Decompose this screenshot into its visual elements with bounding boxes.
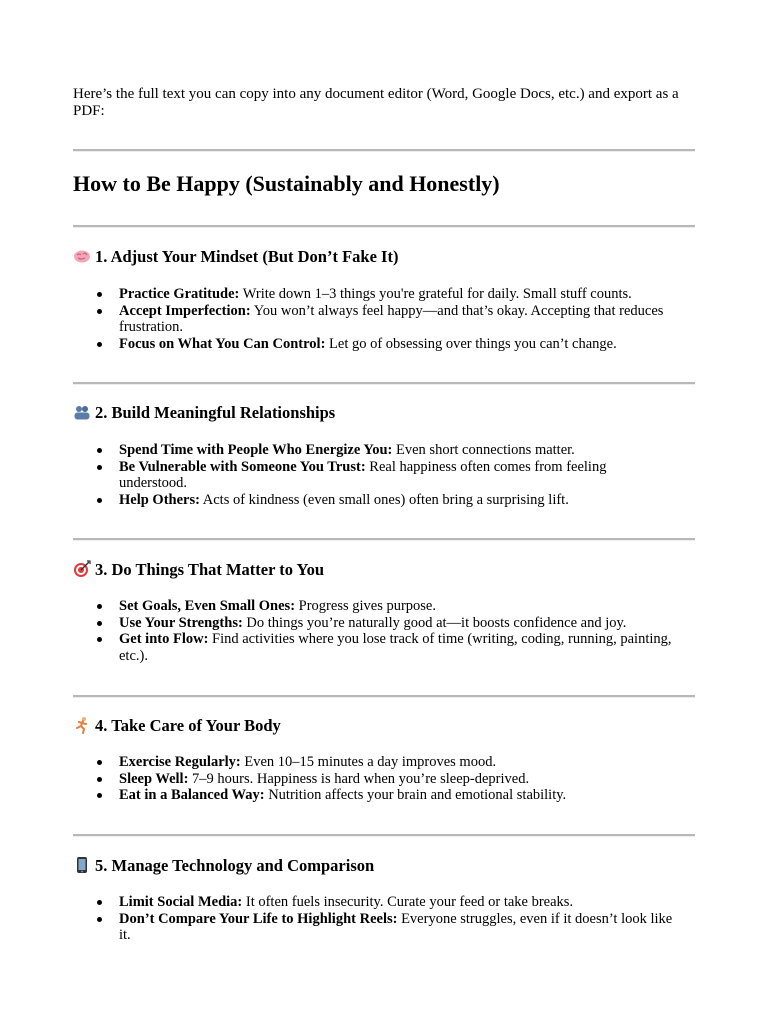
item-text: Write down 1–3 things you're grateful for daily. Small stuff counts.	[239, 286, 632, 302]
section-heading	[73, 246, 398, 268]
item-label: Limit Social Media:	[119, 894, 243, 910]
section-heading-text: 4. Take Care of Your Body	[95, 716, 281, 735]
divider	[73, 382, 695, 385]
item-text: Even short connections matter.	[392, 442, 575, 458]
item-text: Real happiness often comes from feeling understood.	[119, 458, 607, 491]
list-item	[96, 787, 676, 804]
divider	[73, 834, 695, 837]
bullet-list	[96, 286, 676, 352]
divider	[73, 695, 695, 698]
section-heading-text: 1. Adjust Your Mindset (But Don’t Fake It)	[95, 247, 399, 266]
divider	[73, 538, 695, 541]
list-item	[96, 771, 676, 788]
section-heading	[73, 855, 374, 877]
item-label: Eat in a Balanced Way:	[119, 787, 265, 803]
list-item	[96, 286, 676, 303]
list-item	[96, 492, 676, 509]
item-text: Everyone struggles, even if it doesn’t look like it.	[119, 910, 673, 943]
item-text: You won’t always feel happy—and that’s okay. Accepting that reduces frustration.	[119, 302, 664, 335]
item-text: 7–9 hours. Happiness is hard when you’re sleep-deprived.	[188, 770, 530, 787]
bullet-list	[96, 754, 676, 804]
item-label: Accept Imperfection:	[119, 302, 251, 319]
divider	[73, 225, 695, 228]
item-label: Spend Time with People Who Energize You:	[119, 442, 393, 458]
item-text: Even 10–15 minutes a day improves mood.	[240, 754, 497, 770]
list-item	[96, 631, 676, 664]
document-title: How to Be Happy (Sustainably and Honestly)	[73, 171, 500, 196]
list-item	[96, 598, 676, 615]
divider	[73, 149, 695, 152]
item-text: Do things you’re naturally good at—it boosts confidence and joy.	[242, 614, 627, 631]
section-heading	[73, 715, 281, 737]
item-label: Practice Gratitude:	[119, 286, 240, 302]
people-icon	[73, 403, 91, 421]
section-heading	[73, 559, 324, 581]
bullet-list	[96, 442, 676, 508]
phone-icon	[73, 856, 91, 874]
item-text: Let go of obsessing over things you can’t change.	[325, 335, 617, 352]
section-heading	[73, 402, 335, 424]
item-label: Sleep Well:	[119, 770, 189, 787]
item-label: Set Goals, Even Small Ones:	[119, 598, 296, 614]
list-item	[96, 894, 676, 911]
item-text: It often fuels insecurity. Curate your feed or take breaks.	[242, 894, 574, 910]
list-item	[96, 754, 676, 771]
bullet-list	[96, 894, 676, 944]
item-label: Don’t Compare Your Life to Highlight Reels:	[119, 910, 398, 927]
item-text: Progress gives purpose.	[295, 598, 436, 614]
bullet-list	[96, 598, 676, 664]
item-label: Focus on What You Can Control:	[119, 335, 326, 352]
item-label: Get into Flow:	[119, 631, 209, 647]
item-text: Nutrition affects your brain and emotional stability.	[264, 787, 567, 803]
item-label: Use Your Strengths:	[119, 614, 243, 631]
item-label: Exercise Regularly:	[119, 754, 241, 770]
intro-text: Here’s the full text you can copy into any document editor (Word, Google Docs, etc.) and export as a PDF:	[73, 86, 679, 119]
list-item	[96, 303, 676, 336]
section-heading-text: 3. Do Things That Matter to You	[95, 560, 325, 579]
item-text: Find activities where you lose track of time (writing, coding, running, painting, etc.).	[119, 631, 672, 664]
list-item	[96, 336, 676, 353]
list-item	[96, 459, 676, 492]
section-heading-text: 2. Build Meaningful Relationships	[95, 403, 336, 422]
list-item	[96, 911, 676, 944]
item-text: Acts of kindness (even small ones) often bring a surprising lift.	[199, 491, 569, 508]
list-item	[96, 442, 676, 459]
item-label: Be Vulnerable with Someone You Trust:	[119, 458, 366, 475]
section-heading-text: 5. Manage Technology and Comparison	[95, 856, 375, 875]
runner-icon	[73, 716, 91, 734]
list-item	[96, 615, 676, 632]
target-icon	[73, 560, 91, 578]
brain-icon	[73, 247, 91, 265]
item-label: Help Others:	[119, 491, 200, 508]
